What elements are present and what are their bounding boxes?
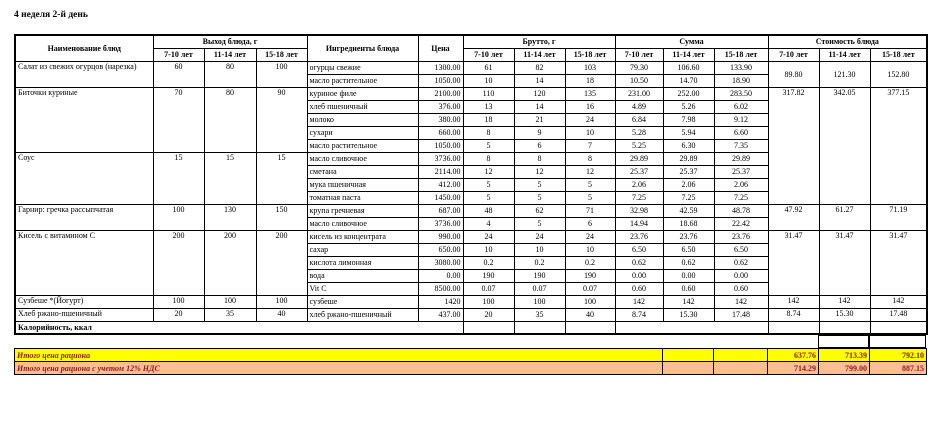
ingredient-name-cell: молоко	[307, 113, 418, 126]
price-cell: 1450.00	[418, 191, 463, 204]
ingredient-name-cell: сузбеше	[307, 295, 418, 308]
dish-name-cell: Хлеб ржано-пшеничный	[15, 308, 153, 321]
empty-cell	[714, 349, 768, 362]
cost-cell: 71.19	[870, 204, 927, 230]
sum-cell: 7.35	[714, 139, 768, 152]
totals-value-cell: 713.39	[819, 349, 870, 362]
sum-cell: 142	[663, 295, 714, 308]
cost-cell: 8.74	[768, 308, 819, 321]
totals-value-cell: 887.15	[870, 362, 927, 375]
output-cell: 200	[153, 230, 204, 295]
sum-cell: 6.84	[615, 113, 663, 126]
ingredient-row	[15, 308, 927, 321]
price-cell: 0.00	[418, 269, 463, 282]
gross-cell: 135	[565, 87, 615, 100]
gross-cell: 10	[565, 126, 615, 139]
gross-cell: 5	[514, 191, 565, 204]
totals-value-cell: 799.00	[819, 362, 870, 375]
sum-cell: 0.62	[663, 256, 714, 269]
gross-cell: 16	[565, 100, 615, 113]
col-header-sum-group: Сумма	[615, 35, 768, 48]
output-cell: 60	[153, 61, 204, 87]
gross-cell: 4	[463, 217, 514, 230]
sum-cell: 6.50	[714, 243, 768, 256]
ingredient-row	[15, 61, 927, 74]
age-header: 7-10 лет	[615, 48, 663, 61]
age-header: 7-10 лет	[463, 48, 514, 61]
sum-cell: 2.06	[615, 178, 663, 191]
sum-cell: 29.89	[663, 152, 714, 165]
ingredient-name-cell: масло растительное	[307, 74, 418, 87]
gross-cell: 71	[565, 204, 615, 217]
ingredient-name-cell: масло сливочное	[307, 217, 418, 230]
ingredient-name-cell: сахар	[307, 243, 418, 256]
empty-cell	[514, 321, 565, 334]
output-cell: 100	[256, 61, 307, 87]
sum-cell: 231.00	[615, 87, 663, 100]
output-cell: 15	[204, 152, 256, 204]
sum-cell: 5.28	[615, 126, 663, 139]
gross-cell: 21	[514, 113, 565, 126]
ingredient-name-cell: хлеб пшеничный	[307, 100, 418, 113]
sum-cell: 9.12	[714, 113, 768, 126]
totals-value-cell: 792.10	[870, 349, 927, 362]
page-title: 4 неделя 2-й день	[14, 10, 88, 20]
empty-cell	[663, 349, 714, 362]
sum-cell: 29.89	[714, 152, 768, 165]
sum-cell: 5.25	[615, 139, 663, 152]
gross-cell: 0.07	[514, 282, 565, 295]
age-header: 11-14 лет	[204, 48, 256, 61]
gross-cell: 5	[463, 139, 514, 152]
sum-cell: 142	[714, 295, 768, 308]
price-cell: 1300.00	[418, 61, 463, 74]
gross-cell: 20	[463, 308, 514, 321]
sum-cell: 0.00	[615, 269, 663, 282]
sum-cell: 2.06	[714, 178, 768, 191]
gross-cell: 18	[463, 113, 514, 126]
dish-name-cell: Кисель с витамином С	[15, 230, 153, 295]
price-cell: 8500.00	[418, 282, 463, 295]
output-cell: 200	[204, 230, 256, 295]
ingredient-name-cell: куриное филе	[307, 87, 418, 100]
sum-cell: 0.62	[714, 256, 768, 269]
gross-cell: 61	[463, 61, 514, 74]
gross-cell: 24	[514, 230, 565, 243]
sum-cell: 15.30	[663, 308, 714, 321]
sum-cell: 0.00	[714, 269, 768, 282]
gross-cell: 110	[463, 87, 514, 100]
gross-cell: 8	[463, 126, 514, 139]
sum-cell: 6.60	[714, 126, 768, 139]
totals-row	[15, 362, 927, 375]
gross-cell: 14	[514, 74, 565, 87]
totals-value-cell: 714.29	[768, 362, 819, 375]
gross-cell: 0.2	[514, 256, 565, 269]
price-cell: 1420	[418, 295, 463, 308]
gross-cell: 10	[565, 243, 615, 256]
ingredient-name-cell: хлеб ржано-пшеничный	[307, 308, 418, 321]
dish-name-cell: Соус	[15, 152, 153, 204]
empty-cell	[463, 321, 514, 334]
sum-cell: 5.94	[663, 126, 714, 139]
output-cell: 100	[153, 295, 204, 308]
output-cell: 130	[204, 204, 256, 230]
age-header: 7-10 лет	[768, 48, 819, 61]
gross-cell: 6	[514, 139, 565, 152]
gross-cell: 5	[565, 191, 615, 204]
gross-cell: 8	[514, 152, 565, 165]
gross-cell: 7	[565, 139, 615, 152]
cost-cell: 377.15	[870, 87, 927, 204]
price-cell: 3736.00	[418, 217, 463, 230]
empty-cell	[565, 321, 615, 334]
price-cell: 3736.00	[418, 152, 463, 165]
sum-cell: 0.60	[663, 282, 714, 295]
col-header-output-group: Выход блюда, г	[153, 35, 307, 48]
gross-cell: 13	[463, 100, 514, 113]
age-header: 11-14 лет	[819, 48, 870, 61]
col-header-cost-group: Стоимость блюда	[768, 35, 927, 48]
cost-cell: 121.30	[819, 61, 870, 87]
output-cell: 40	[256, 308, 307, 321]
ingredient-row	[15, 87, 927, 100]
output-cell: 80	[204, 87, 256, 152]
ingredient-name-cell: вода	[307, 269, 418, 282]
cost-cell: 31.47	[819, 230, 870, 295]
sum-cell: 10.50	[615, 74, 663, 87]
gross-cell: 5	[463, 178, 514, 191]
cost-cell: 47.92	[768, 204, 819, 230]
gross-cell: 9	[514, 126, 565, 139]
output-cell: 15	[256, 152, 307, 204]
totals-value-cell: 637.76	[768, 349, 819, 362]
sum-cell: 6.50	[663, 243, 714, 256]
empty-cell	[818, 335, 869, 348]
age-header: 15-18 лет	[714, 48, 768, 61]
age-header: 15-18 лет	[256, 48, 307, 61]
price-cell: 2114.00	[418, 165, 463, 178]
price-cell: 412.00	[418, 178, 463, 191]
cost-cell: 152.80	[870, 61, 927, 87]
gross-cell: 0.2	[463, 256, 514, 269]
age-header: 11-14 лет	[663, 48, 714, 61]
sum-cell: 32.98	[615, 204, 663, 217]
ingredient-row	[15, 204, 927, 217]
sum-cell: 14.94	[615, 217, 663, 230]
gross-cell: 190	[565, 269, 615, 282]
sum-cell: 29.89	[615, 152, 663, 165]
calories-row	[15, 321, 927, 334]
price-cell: 380.00	[418, 113, 463, 126]
sum-cell: 25.37	[714, 165, 768, 178]
gross-cell: 24	[565, 230, 615, 243]
sum-cell: 7.25	[714, 191, 768, 204]
dish-name-cell: Салат из свежих огурцов (нарезка)	[15, 61, 153, 87]
gross-cell: 5	[514, 178, 565, 191]
empty-cell	[768, 321, 819, 334]
gross-cell: 18	[565, 74, 615, 87]
cost-cell: 342.05	[819, 87, 870, 204]
age-header: 7-10 лет	[153, 48, 204, 61]
output-cell: 100	[256, 295, 307, 308]
output-cell: 150	[256, 204, 307, 230]
sum-cell: 7.25	[615, 191, 663, 204]
gross-cell: 8	[463, 152, 514, 165]
cost-cell: 15.30	[819, 308, 870, 321]
sum-cell: 4.89	[615, 100, 663, 113]
output-cell: 20	[153, 308, 204, 321]
price-cell: 687.00	[418, 204, 463, 217]
sum-cell: 23.76	[663, 230, 714, 243]
gross-cell: 8	[565, 152, 615, 165]
gross-cell: 190	[463, 269, 514, 282]
ingredient-name-cell: огурцы свежие	[307, 61, 418, 74]
totals-table	[14, 348, 927, 375]
cost-cell: 31.47	[768, 230, 819, 295]
price-cell: 660.00	[418, 126, 463, 139]
sum-cell: 0.62	[615, 256, 663, 269]
price-cell: 376.00	[418, 100, 463, 113]
age-header: 11-14 лет	[514, 48, 565, 61]
ingredient-name-cell: масло сливочное	[307, 152, 418, 165]
gross-cell: 103	[565, 61, 615, 74]
gross-cell: 10	[514, 243, 565, 256]
sum-cell: 17.48	[714, 308, 768, 321]
ingredient-name-cell: кисель из концентрата	[307, 230, 418, 243]
sum-cell: 106.60	[663, 61, 714, 74]
age-header: 15-18 лет	[870, 48, 927, 61]
gross-cell: 24	[463, 230, 514, 243]
output-cell: 80	[204, 61, 256, 87]
gross-cell: 6	[565, 217, 615, 230]
dish-name-cell: Биточки куриные	[15, 87, 153, 152]
output-cell: 100	[153, 204, 204, 230]
col-header-dish-name: Наименование блюд	[15, 35, 153, 61]
header-group-row	[15, 35, 927, 48]
sum-cell: 6.02	[714, 100, 768, 113]
calories-label-cell: Калорийность, ккал	[15, 321, 463, 334]
sum-cell: 0.60	[615, 282, 663, 295]
cost-cell: 61.27	[819, 204, 870, 230]
empty-cell	[615, 321, 768, 334]
cost-cell: 31.47	[870, 230, 927, 295]
price-cell: 437.00	[418, 308, 463, 321]
gross-cell: 10	[463, 243, 514, 256]
cost-cell: 142	[870, 295, 927, 308]
sum-cell: 48.78	[714, 204, 768, 217]
output-cell: 15	[153, 152, 204, 204]
ingredient-name-cell: мука пшеничная	[307, 178, 418, 191]
sum-cell: 7.98	[663, 113, 714, 126]
price-cell: 1050.00	[418, 139, 463, 152]
gross-cell: 100	[463, 295, 514, 308]
gross-cell: 5	[463, 191, 514, 204]
price-cell: 650.00	[418, 243, 463, 256]
sum-cell: 14.70	[663, 74, 714, 87]
menu-table	[14, 34, 928, 335]
gross-cell: 5	[565, 178, 615, 191]
output-cell: 200	[256, 230, 307, 295]
ingredient-row	[15, 230, 927, 243]
sum-cell: 6.50	[615, 243, 663, 256]
output-cell: 35	[204, 308, 256, 321]
gross-cell: 0.2	[565, 256, 615, 269]
gross-cell: 62	[514, 204, 565, 217]
empty-cell	[870, 321, 927, 334]
ingredient-row	[15, 295, 927, 308]
sum-cell: 0.00	[663, 269, 714, 282]
gross-cell: 12	[463, 165, 514, 178]
sum-cell: 22.42	[714, 217, 768, 230]
col-header-gross-group: Брутто, г	[463, 35, 615, 48]
ingredient-name-cell: сметана	[307, 165, 418, 178]
gross-cell: 40	[565, 308, 615, 321]
sum-cell: 7.25	[663, 191, 714, 204]
cost-cell: 89.80	[768, 61, 819, 87]
totals-label-cell: Итого цена рациона	[15, 349, 663, 362]
sum-cell: 142	[615, 295, 663, 308]
ingredient-name-cell: Vit C	[307, 282, 418, 295]
ingredient-name-cell: кислота лимонная	[307, 256, 418, 269]
gross-cell: 82	[514, 61, 565, 74]
sum-cell: 8.74	[615, 308, 663, 321]
gross-cell: 120	[514, 87, 565, 100]
sum-cell: 6.30	[663, 139, 714, 152]
gross-cell: 100	[514, 295, 565, 308]
totals-row	[15, 349, 927, 362]
gross-cell: 5	[514, 217, 565, 230]
sum-cell: 25.37	[663, 165, 714, 178]
gross-cell: 14	[514, 100, 565, 113]
menu-table-body	[15, 61, 927, 334]
totals-label-cell: Итого цена рациона с учетом 12% НДС	[15, 362, 663, 375]
dish-name-cell: Сузбеше *(Йогурт)	[15, 295, 153, 308]
ingredient-name-cell: масло растительное	[307, 139, 418, 152]
sum-cell: 79.30	[615, 61, 663, 74]
empty-cell	[819, 321, 870, 334]
price-cell: 1050.00	[418, 74, 463, 87]
sum-cell: 0.60	[714, 282, 768, 295]
ingredient-name-cell: томатная паста	[307, 191, 418, 204]
empty-cell	[663, 362, 714, 375]
gross-cell: 48	[463, 204, 514, 217]
sum-cell: 5.26	[663, 100, 714, 113]
sum-cell: 18.90	[714, 74, 768, 87]
gross-cell: 12	[514, 165, 565, 178]
table-header	[15, 35, 927, 61]
sum-cell: 2.06	[663, 178, 714, 191]
sum-cell: 133.90	[714, 61, 768, 74]
output-cell: 100	[204, 295, 256, 308]
cost-cell: 317.82	[768, 87, 819, 204]
col-header-ingredients: Ингредиенты блюда	[307, 35, 418, 61]
sum-cell: 23.76	[714, 230, 768, 243]
empty-cell	[714, 362, 768, 375]
gross-cell: 10	[463, 74, 514, 87]
totals-table-body	[15, 349, 927, 375]
sum-cell: 23.76	[615, 230, 663, 243]
sum-cell: 18.68	[663, 217, 714, 230]
gross-cell: 0.07	[463, 282, 514, 295]
output-cell: 90	[256, 87, 307, 152]
gross-cell: 190	[514, 269, 565, 282]
gross-cell: 35	[514, 308, 565, 321]
sum-cell: 283.50	[714, 87, 768, 100]
gross-cell: 100	[565, 295, 615, 308]
gross-cell: 0.07	[565, 282, 615, 295]
gross-cell: 24	[565, 113, 615, 126]
cost-cell: 17.48	[870, 308, 927, 321]
sum-cell: 252.00	[663, 87, 714, 100]
dish-name-cell: Гарнир: гречка рассыпчатая	[15, 204, 153, 230]
ingredient-name-cell: крупа гречневая	[307, 204, 418, 217]
empty-cell	[869, 335, 926, 348]
price-cell: 2100.00	[418, 87, 463, 100]
sum-cell: 42.59	[663, 204, 714, 217]
output-cell: 70	[153, 87, 204, 152]
gross-cell: 12	[565, 165, 615, 178]
cost-cell: 142	[768, 295, 819, 308]
ingredient-name-cell: сухари	[307, 126, 418, 139]
price-cell: 990.00	[418, 230, 463, 243]
price-cell: 3080.00	[418, 256, 463, 269]
age-header: 15-18 лет	[565, 48, 615, 61]
col-header-price: Цена	[418, 35, 463, 61]
cost-cell: 142	[819, 295, 870, 308]
spacer-row	[14, 335, 926, 348]
sum-cell: 25.37	[615, 165, 663, 178]
